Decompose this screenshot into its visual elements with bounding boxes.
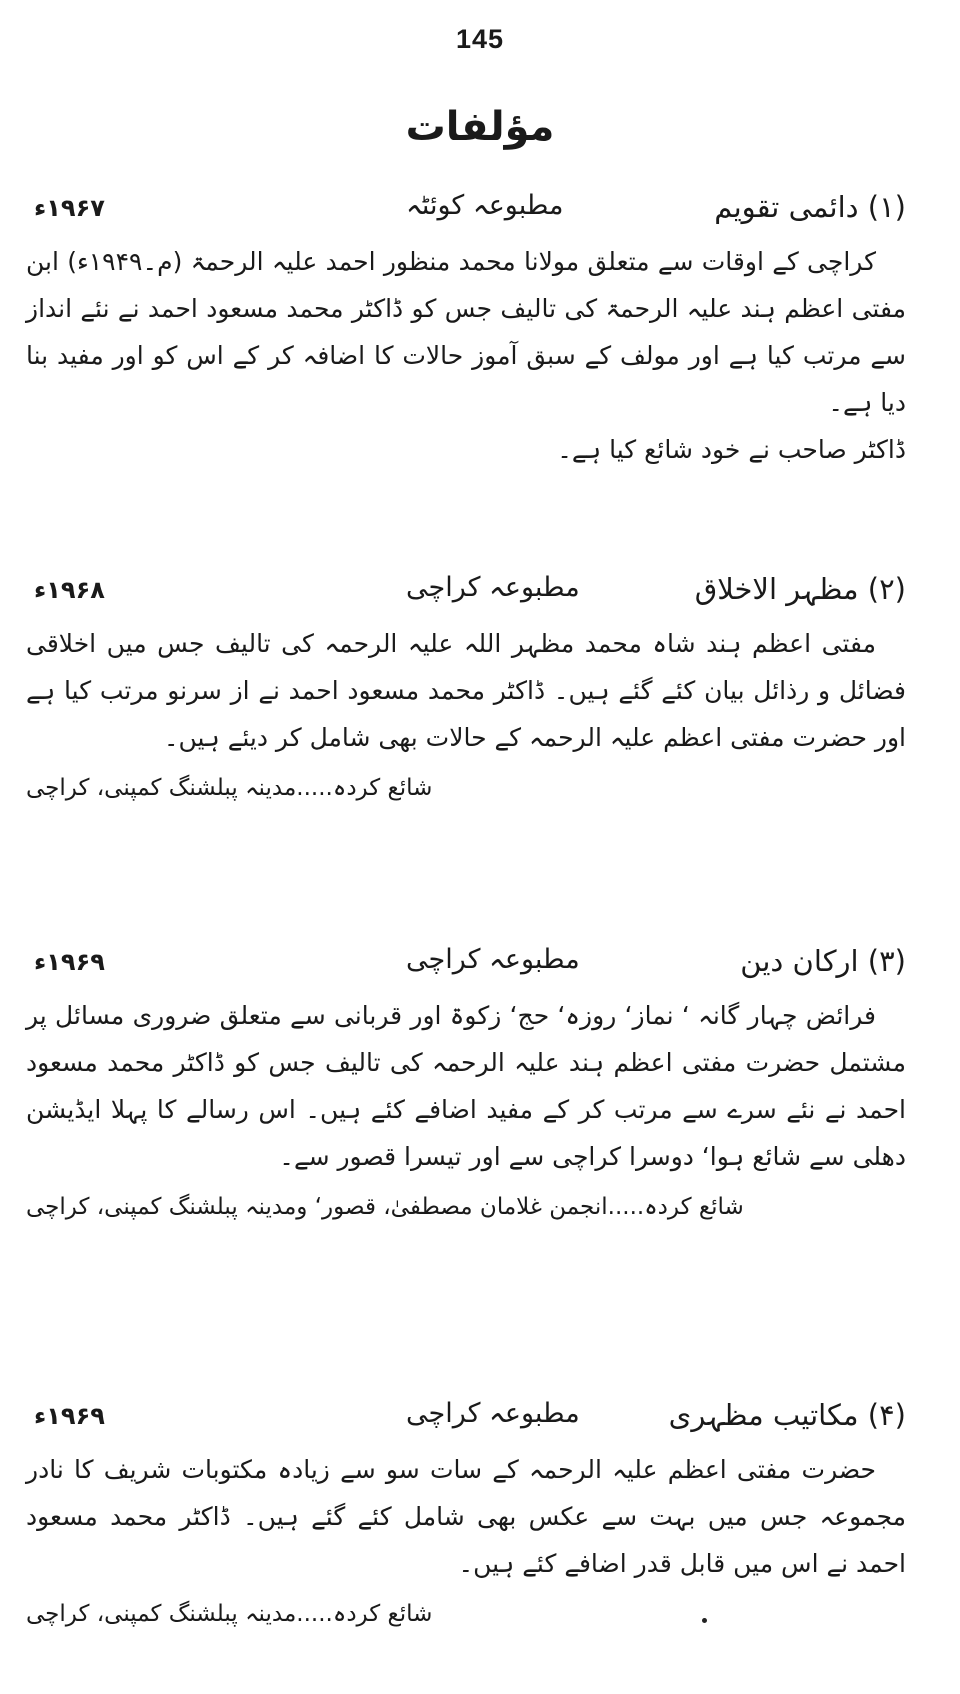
stray-ink-dot <box>702 1618 707 1623</box>
entry-description: فرائض چہار گانہ ‘ نماز‘ روزہ‘ حج‘ زکوۃ اور قربانی سے متعلق ضروری مسائل پر مشتمل حضرت مفتی اعظم ہند علیہ الرحمہ کی تالیف جس کو ڈاکٹر محمد مسعود احمد نے نئے سرے سے مرتب کر کے مفید اضافے کئے ہیں۔ اس رسالے کا پہلا ایڈیشن دھلی سے شائع ہوا‘ دوسرا کراچی سے اور تیسرا قصور سے۔ <box>26 1001 906 1171</box>
entry-publisher: شائع کردہ.....مدینہ پبلشنگ کمپنی، کراچی <box>26 775 433 801</box>
entry-note: ڈاکٹر صاحب نے خود شائع کیا ہے۔ <box>557 435 906 464</box>
entry-print-place: مطبوعہ کوئٹہ <box>406 190 564 221</box>
entry-3 <box>26 944 906 1230</box>
entry-print-place: مطبوعہ کراچی <box>406 1398 580 1429</box>
entry-year: ۱۹۶۹ء <box>34 1402 105 1430</box>
entry-publisher: شائع کردہ.....انجمن غلامان مصطفیٰ، قصور‘ ومدینہ پبلشنگ کمپنی، کراچی <box>26 1194 744 1220</box>
entry-title: (۲) مظہر الاخلاق <box>694 572 906 606</box>
entry-4 <box>26 1398 906 1637</box>
entry-description: حضرت مفتی اعظم علیہ الرحمہ کے سات سو سے زیادہ مکتوبات شریف کا نادر مجموعہ جس میں بہت سے عکس بھی شامل کئے گئے ہیں۔ ڈاکٹر محمد مسعود احمد نے اس میں قابل قدر اضافے کئے ہیں۔ <box>26 1455 906 1578</box>
entry-2 <box>26 572 906 811</box>
entry-year: ۱۹۶۸ء <box>34 576 105 604</box>
entry-1 <box>26 190 906 473</box>
entry-title: (۱) دائمی تقویم <box>714 190 906 224</box>
entry-header <box>26 190 906 238</box>
entry-title: (۳) ارکان دین <box>740 944 906 978</box>
entry-print-place: مطبوعہ کراچی <box>406 944 580 975</box>
entry-publisher: شائع کردہ.....مدینہ پبلشنگ کمپنی، کراچی <box>26 1601 433 1627</box>
page-number: 145 <box>455 24 505 54</box>
entry-year: ۱۹۶۹ء <box>34 948 105 976</box>
entry-description: کراچی کے اوقات سے متعلق مولانا محمد منظور احمد علیہ الرحمۃ (م۔۱۹۴۹ء) ابن مفتی اعظم ہند علیہ الرحمۃ کی تالیف جس کو ڈاکٹر محمد مسعود احمد نے نئے انداز سے مرتب کیا ہے اور مولف کے سبق آموز حالات کا اضافہ کر کے اس کو اور مفید بنا دیا ہے۔ <box>26 247 906 417</box>
entry-header <box>26 572 906 620</box>
entry-header <box>26 1398 906 1446</box>
entry-header <box>26 944 906 992</box>
entry-title: (۴) مکاتیب مظہری <box>668 1398 906 1432</box>
entry-year: ۱۹۶۷ء <box>34 194 105 222</box>
entry-print-place: مطبوعہ کراچی <box>406 572 580 603</box>
section-title: مؤلفات <box>405 104 555 150</box>
entry-description: مفتی اعظم ہند شاہ محمد مظہر اللہ علیہ الرحمہ کی تالیف جس میں اخلاقی فضائل و رذائل بیان کئے گئے ہیں۔ ڈاکٹر محمد مسعود احمد نے از سرنو مرتب کیا ہے اور حضرت مفتی اعظم علیہ الرحمہ کے حالات بھی شامل کر دیئے ہیں۔ <box>26 629 906 752</box>
